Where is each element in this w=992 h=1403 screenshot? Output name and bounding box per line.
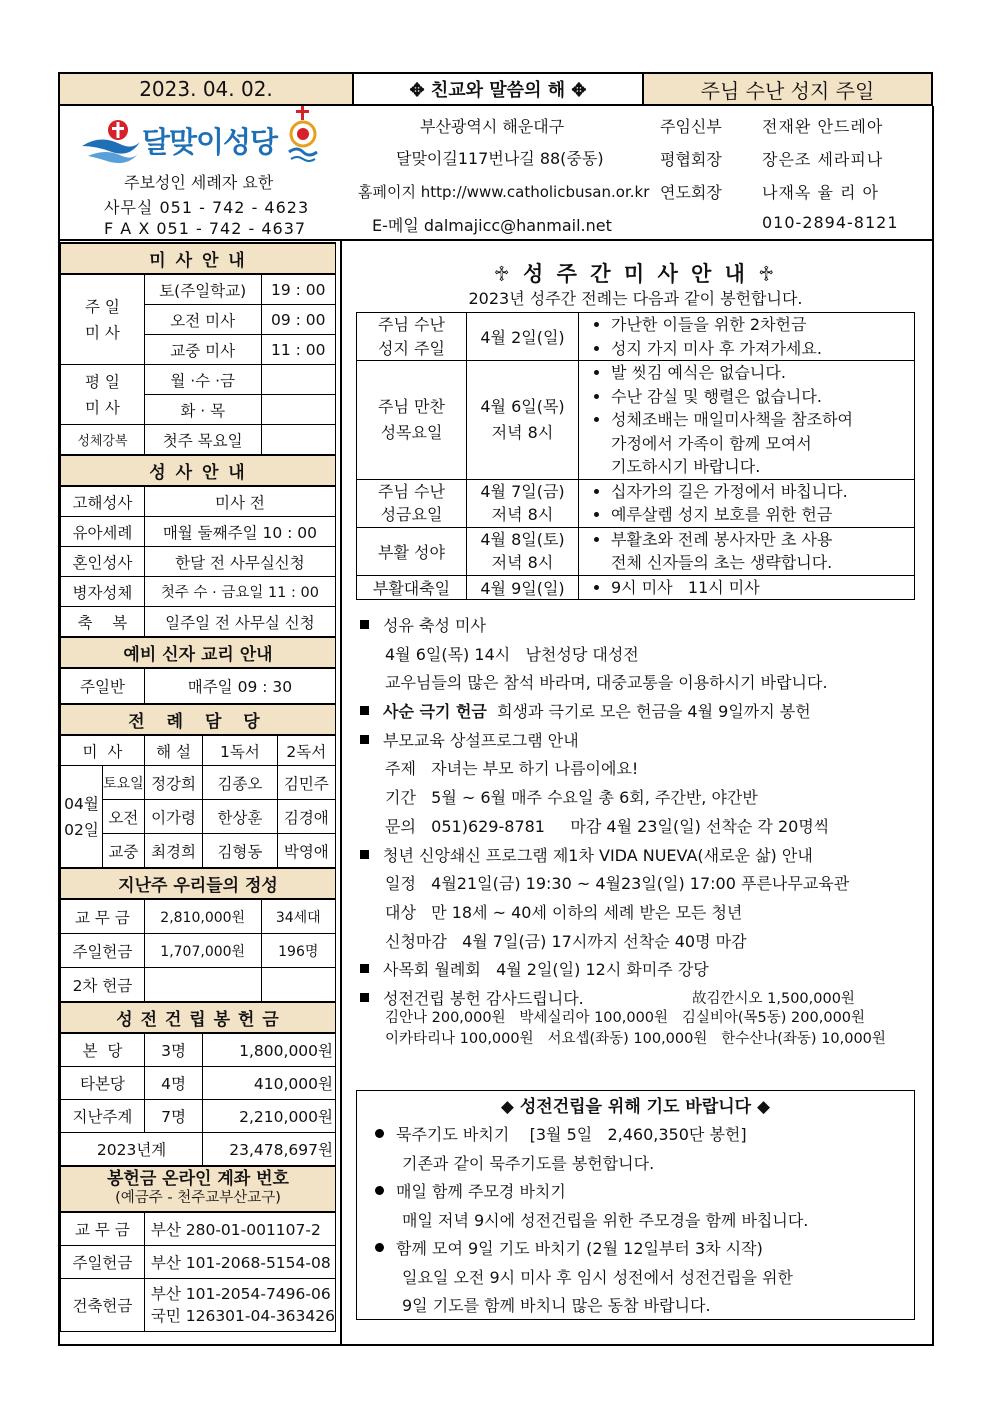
homepage-link[interactable]: 홈페이지 http://www.catholicbusan.or.kr xyxy=(358,183,650,201)
catechumen-value: 매주일 09 : 30 xyxy=(144,668,335,704)
liturgy-reader2: 김민주 xyxy=(277,766,335,800)
notices xyxy=(360,612,920,1050)
offering-amount: 2,810,000원 xyxy=(144,899,261,934)
donor-line: 김안나 200,000원 박세실리아 100,000원 김실비아(목5동) 200,000원 xyxy=(385,1009,866,1026)
square-bullet-icon xyxy=(360,620,369,629)
building-name: 타본당 xyxy=(61,1067,145,1100)
mass-name: 월 ·수 ·금 xyxy=(144,365,261,395)
account-number: 부산 101-2054-7496-06 xyxy=(150,1285,331,1303)
donor-line: 이카타리나 100,000원 서요셉(좌동) 100,000원 한수산나(좌동) 10,000원 xyxy=(385,1030,886,1047)
holy-notes xyxy=(579,527,915,575)
notice-title: 청년 신앙쇄신 프로그램 제1차 VIDA NUEVA(새로운 삶) 안내 xyxy=(383,845,813,865)
note-item: • 성체조배는 매일미사책을 참조하여 가정에서 가족이 함께 모여서 기도하시기 바랍니다. xyxy=(611,408,908,479)
liturgy-guide: 최경희 xyxy=(144,834,202,869)
liturgy-header: 1독서 xyxy=(203,735,277,766)
liturgy-reader2: 박영애 xyxy=(277,834,335,869)
liturgical-day: 주님 수난 성지 주일 xyxy=(642,74,931,104)
sacrament-value: 미사 전 xyxy=(144,486,335,517)
sacrament-name: 고해성사 xyxy=(61,486,145,517)
building-name: 본 당 xyxy=(61,1033,145,1067)
prayer-title: ◆ 성전건립을 위해 기도 바랍니다 ◆ xyxy=(500,1097,771,1117)
offering-amount xyxy=(144,968,261,1003)
offering-count xyxy=(261,968,335,1003)
notice-line: 대상 만 18세 ~ 40세 이하의 세례 받은 모든 청년 xyxy=(385,902,743,922)
note-item: • 부활초와 전례 봉사자만 초 사용 전체 신자들의 초는 생략합니다. xyxy=(611,528,908,575)
prayer-detail: 기존과 같이 묵주기도를 봉헌합니다. xyxy=(402,1153,655,1173)
account-holder: (예금주 - 천주교부산교구) xyxy=(115,1190,281,1206)
mass-time: 11 : 00 xyxy=(261,335,335,365)
prayer-box xyxy=(356,1090,915,1320)
holy-notes xyxy=(579,361,915,480)
note-item: • 예루살렘 성지 보호를 위한 헌금 xyxy=(611,503,908,527)
adoration-label: 성체강복 xyxy=(61,425,145,456)
staff-role: 주임신부 xyxy=(660,117,722,136)
liturgy-guide: 이가령 xyxy=(144,800,202,834)
sunday-mass-label: 주 일 미 사 xyxy=(61,274,145,365)
notice-title: 사목회 월례회 4월 2일(일) 12시 화미주 강당 xyxy=(383,960,709,980)
weekday-mass-label: 평 일 미 사 xyxy=(61,365,145,425)
liturgy-mass: 오전 xyxy=(102,800,144,834)
building-count: 3명 xyxy=(144,1033,202,1067)
parish-name: 달맞이성당 xyxy=(142,125,278,159)
staff-role: 평협회장 xyxy=(660,150,722,169)
holy-notes xyxy=(579,575,915,600)
square-bullet-icon xyxy=(360,964,369,973)
holy-week-subtitle: 2023년 성주간 전례는 다음과 같이 봉헌합니다. xyxy=(468,289,803,308)
building-amount: 410,000원 xyxy=(203,1067,336,1100)
notice-title: 사순 극기 헌금 xyxy=(383,702,487,722)
holy-day: 주님 수난 성금요일 xyxy=(357,479,467,527)
column-divider xyxy=(340,240,342,1344)
email-link[interactable]: E-메일 dalmajicc@hanmail.net xyxy=(372,216,612,235)
square-bullet-icon xyxy=(360,735,369,744)
section-title: 성 사 안 내 xyxy=(61,455,336,486)
notice-line: 4월 6일(목) 14시 남천성당 대성전 xyxy=(385,644,639,664)
liturgy-header: 미 사 xyxy=(61,735,145,766)
building-count: 7명 xyxy=(144,1100,202,1133)
holy-date: 4월 8일(토) 저녁 8시 xyxy=(467,527,579,575)
holy-day: 부활 성야 xyxy=(357,527,467,575)
adoration-time xyxy=(261,425,335,456)
note-item: • 성지 가지 미사 후 가져가세요. xyxy=(611,337,908,361)
offering-count: 34세대 xyxy=(261,899,335,934)
staff-phone: 010-2894-8121 xyxy=(762,213,899,232)
notice-line: 신청마감 4월 7일(금) 17시까지 선착순 40명 마감 xyxy=(385,931,747,951)
patron-saint: 주보성인 세례자 요한 xyxy=(124,173,274,192)
sacrament-value: 일주일 전 사무실 신청 xyxy=(144,607,335,638)
sacrament-name: 혼인성사 xyxy=(61,547,145,577)
prayer-detail: 9일 기도를 함께 바치니 많은 동참 바랍니다. xyxy=(402,1296,711,1315)
sacrament-value: 한달 전 사무실신청 xyxy=(144,547,335,577)
section-title: 미 사 안 내 xyxy=(61,243,336,274)
notice-title: 부모교육 상설프로그램 안내 xyxy=(383,730,579,750)
building-year-total: 23,478,697원 xyxy=(203,1133,336,1167)
staff-name: 장은조 세라피나 xyxy=(762,150,884,169)
note-item: • 수난 감실 및 행렬은 없습니다. xyxy=(611,385,908,409)
prayer-detail: 일요일 오전 9시 미사 후 임시 성전에서 성전건립을 위한 xyxy=(402,1267,793,1287)
emblem-icon xyxy=(285,106,321,162)
address-line1: 부산광역시 해운대구 xyxy=(420,117,565,136)
section-title: 전 례 담 당 xyxy=(61,704,336,735)
liturgy-mass: 교중 xyxy=(102,834,144,869)
mass-time: 09 : 00 xyxy=(261,305,335,335)
year-theme: ✥ 친교와 말씀의 해 ✥ xyxy=(409,80,587,101)
frame-top-line xyxy=(58,239,934,241)
account-number: 국민 126301-04-363426 xyxy=(150,1307,335,1325)
notice-line: 일정 4월21일(금) 19:30 ~ 4월23일(일) 17:00 푸른나무교육관 xyxy=(385,874,850,894)
square-bullet-icon xyxy=(360,993,369,1002)
bullet-dot-icon xyxy=(375,1243,384,1252)
square-bullet-icon xyxy=(360,706,369,715)
notice-text: 희생과 극기로 모은 헌금을 4월 9일까지 봉헌 xyxy=(486,702,811,722)
offering-name: 주일헌금 xyxy=(61,934,145,968)
building-name: 지난주계 xyxy=(61,1100,145,1133)
holy-day: 주님 만찬 성목요일 xyxy=(357,361,467,480)
address-line2: 달맞이길117번나길 88(중동) xyxy=(396,149,604,168)
account-name: 건축헌금 xyxy=(61,1279,145,1332)
sacrament-value: 매월 둘째주일 10 : 00 xyxy=(144,517,335,547)
wave-logo-icon xyxy=(80,116,142,166)
mass-time xyxy=(261,395,335,425)
account-number: 부산 280-01-001107-2 xyxy=(144,1212,335,1246)
staff-name: 전재완 안드레아 xyxy=(762,117,884,136)
fax-number: F A X 051 - 742 - 4637 xyxy=(104,219,307,238)
bullet-dot-icon xyxy=(375,1129,384,1138)
holy-day: 주님 수난 성지 주일 xyxy=(357,313,467,361)
donor-highlight: 故김깐시오 1,500,000원 xyxy=(692,990,855,1007)
square-bullet-icon xyxy=(360,850,369,859)
holy-day: 부활대축일 xyxy=(357,575,467,600)
sacrament-name: 병자성체 xyxy=(61,577,145,607)
note-item: • 발 씻김 예식은 없습니다. xyxy=(611,361,908,385)
liturgy-date: 04월 02일 xyxy=(61,766,103,869)
prayer-item: 함께 모여 9일 기도 바치기 (2월 12일부터 3차 시작) xyxy=(396,1239,763,1258)
holy-notes xyxy=(579,313,915,361)
notice-line: 교우님들의 많은 참석 바라며, 대중교통을 이용하시기 바랍니다. xyxy=(385,673,828,693)
liturgy-reader1: 김종오 xyxy=(203,766,277,800)
mass-name: 교중 미사 xyxy=(144,335,261,365)
building-amount: 1,800,000원 xyxy=(203,1033,336,1067)
notice-title: 성전건립 봉헌 감사드립니다. xyxy=(383,988,584,1008)
prayer-detail: 매일 저녁 9시에 성전건립을 위한 주모경을 함께 바칩니다. xyxy=(402,1210,809,1230)
liturgy-guide: 정강희 xyxy=(144,766,202,800)
sacrament-value: 첫주 수 · 금요일 11 : 00 xyxy=(144,577,335,607)
mass-time xyxy=(261,365,335,395)
holy-date: 4월 7일(금) 저녁 8시 xyxy=(467,479,579,527)
liturgy-header: 해 설 xyxy=(144,735,202,766)
mass-time: 19 : 00 xyxy=(261,274,335,305)
section-title: 성 전 건 립 봉 헌 금 xyxy=(61,1002,336,1033)
holy-date: 4월 9일(일) xyxy=(467,575,579,600)
building-account-cell xyxy=(144,1279,335,1332)
building-year-label: 2023년계 xyxy=(61,1133,203,1167)
building-amount: 2,210,000원 xyxy=(203,1100,336,1133)
liturgy-header: 2독서 xyxy=(277,735,335,766)
mass-name: 화 · 목 xyxy=(144,395,261,425)
parish-logo xyxy=(80,112,330,168)
note-item: • 9시 미사 11시 미사 xyxy=(611,576,908,600)
offering-name: 교 무 금 xyxy=(61,899,145,934)
staff-name: 나재옥 율 리 아 xyxy=(762,183,879,202)
info-table xyxy=(60,242,336,1332)
notice-title: 성유 축성 미사 xyxy=(383,616,486,635)
mass-name: 오전 미사 xyxy=(144,305,261,335)
holy-notes xyxy=(579,479,915,527)
notice-line: 주제 자녀는 부모 하기 나름이에요! xyxy=(385,759,639,779)
notice-line: 기간 5월 ~ 6월 매주 수요일 총 6회, 주간반, 야간반 xyxy=(385,788,758,808)
section-title: 예비 신자 교리 안내 xyxy=(61,637,336,668)
sacrament-name: 유아세례 xyxy=(61,517,145,547)
catechumen-label: 주일반 xyxy=(61,668,145,704)
sacrament-name: 축 복 xyxy=(61,607,145,638)
bulletin-date: 2023. 04. 02. xyxy=(60,74,354,104)
mass-name: 토(주일학교) xyxy=(144,274,261,305)
liturgy-reader1: 김형동 xyxy=(203,834,277,869)
offering-amount: 1,707,000원 xyxy=(144,934,261,968)
account-title-cell xyxy=(61,1166,336,1212)
note-item: • 십자가의 길은 가정에서 바칩니다. xyxy=(611,480,908,504)
frame-bottom-line xyxy=(58,1344,934,1346)
liturgy-mass: 토요일 xyxy=(102,766,144,800)
holy-date: 4월 6일(목) 저녁 8시 xyxy=(467,361,579,480)
liturgy-reader1: 한상훈 xyxy=(203,800,277,834)
office-phone: 사무실 051 - 742 - 4623 xyxy=(104,198,310,217)
account-name: 주일헌금 xyxy=(61,1246,145,1279)
prayer-item: 매일 함께 주모경 바치기 xyxy=(396,1182,566,1201)
liturgy-reader2: 김경애 xyxy=(277,800,335,834)
staff-role: 연도회장 xyxy=(660,183,722,202)
holy-week-table xyxy=(356,312,915,600)
account-number: 부산 101-2068-5154-08 xyxy=(144,1246,335,1279)
notice-line: 문의 051)629-8781 마감 4월 23일(일) 선착순 각 20명씩 xyxy=(385,816,830,836)
bullet-dot-icon xyxy=(375,1186,384,1195)
holy-week-title: ♱ 성 주 간 미 사 안 내 ♱ xyxy=(493,262,778,286)
frame-right-line xyxy=(932,106,934,1346)
prayer-item: 묵주기도 바치기 [3월 5일 2,460,350단 봉헌] xyxy=(396,1125,747,1144)
account-name: 교 무 금 xyxy=(61,1212,145,1246)
building-count: 4명 xyxy=(144,1067,202,1100)
adoration-value: 첫주 목요일 xyxy=(144,425,261,456)
holy-date: 4월 2일(일) xyxy=(467,313,579,361)
offering-count: 196명 xyxy=(261,934,335,968)
header-bar xyxy=(58,72,933,106)
note-item: • 가난한 이들을 위한 2차헌금 xyxy=(611,313,908,337)
account-title: 봉헌금 온라인 계좌 번호 xyxy=(107,1169,289,1189)
offering-name: 2차 헌금 xyxy=(61,968,145,1003)
section-title: 지난주 우리들의 정성 xyxy=(61,868,336,899)
